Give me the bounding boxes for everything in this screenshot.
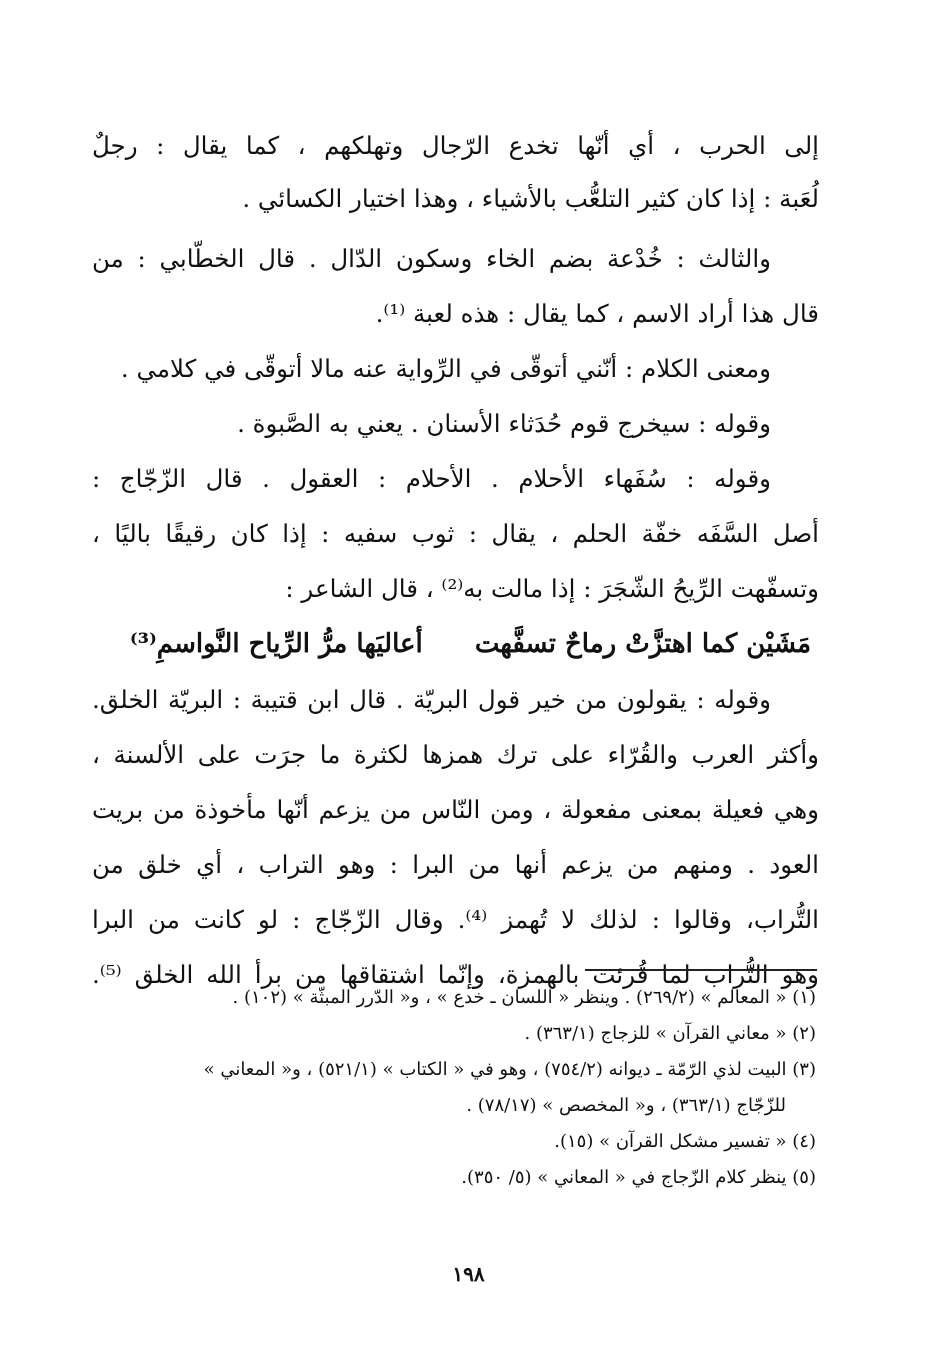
verse-first-hemistich: مَشَيْن كما اهتزَّتْ رماحٌ تسفَّهت — [474, 629, 812, 659]
text-line: وقوله : يقولون من خير قول البريّة . قال ابن قتيبة : البريّة الخلق. — [92, 685, 771, 714]
text-line: أصل السَّفَه خفّة الحلم ، يقال : ثوب سفيه : إذا كان رقيقًا باليًا ، — [92, 519, 819, 548]
text-line: وأكثر العرب والقُرّاء على ترك همزها لكثرة ما جرَت على الألسنة ، — [92, 740, 819, 769]
text-line: وهو التُّراب لما قُرئت بالهمزة، وإنّما اشتقاقها من برأ الله الخلق ⁽⁵⁾. — [92, 960, 819, 989]
text-line: وقوله : سيخرج قوم حُدَثاء الأسنان . يعني به الصَّبوة . — [237, 409, 771, 438]
text-line: والثالث : خُدْعة بضم الخاء وسكون الدّال . قال الخطّابي : من — [92, 244, 771, 273]
text-line: وقوله : سُفَهاء الأحلام . الأحلام : العقول . قال الزّجّاج : — [92, 464, 771, 493]
verse-second-hemistich: أعاليَها مرُّ الرِّياح النَّواسمِ⁽³⁾ — [129, 629, 423, 659]
text-line: وهي فعيلة بمعنى مفعولة ، ومن النّاس من يزعم أنّها مأخوذة من بريت — [92, 795, 819, 824]
footnotes — [130, 980, 816, 1196]
main-text — [92, 118, 819, 1002]
text-line: ومعنى الكلام : أنّني أتوقّى في الرِّواية عنه مالا أتوقّى في كلامي . — [120, 354, 771, 383]
text-line: قال هذا أراد الاسم ، كما يقال : هذه لعبة ⁽¹⁾. — [375, 299, 819, 328]
footnote: (٥) ينظر كلام الزّجاج في « المعاني » (٥/ ٣٥٠). — [461, 1167, 816, 1188]
footnote: (٢) « معاني القرآن » للزجاج (٣٦٣/١) . — [524, 1023, 816, 1044]
poetry-verse — [92, 616, 819, 672]
text-line: إلى الحرب ، أي أنّها تخدع الرّجال وتهلكهم ، كما يقال : رجلٌ — [92, 131, 819, 160]
text-line: وتسفّهت الرِّيحُ الشّجَرَ : إذا مالت به⁽²⁾ ، قال الشاعر : — [285, 574, 819, 603]
text-line: لُعَبة : إذا كان كثير التلعُّب بالأشياء ، وهذا اختيار الكسائي . — [242, 184, 819, 213]
footnote-separator — [585, 969, 817, 971]
footnote-continuation: للزّجّاج (٣٦٣/١) ، و« المخصص » (٧٨/١٧) . — [466, 1095, 786, 1116]
footnote: (٤) « تفسير مشكل القرآن » (١٥). — [554, 1131, 816, 1152]
page-number: ١٩٨ — [452, 1262, 485, 1286]
footnote: (١) « المعالم » (٢٦٩/٢) . وينظر « اللسان ـ خدع » ، و« الدّرر المبثّة » (١٠٢) . — [232, 987, 816, 1008]
footnote: (٣) البيت لذي الرّمّة ـ ديوانه (٧٥٤/٢) ، وهو في « الكتاب » (٥٢١/١) ، و« المعاني » — [203, 1059, 816, 1080]
text-line: التُّراب، وقالوا : لذلك لا تُهمز ⁽⁴⁾. وقال الزّجّاج : لو كانت من البرا — [92, 905, 819, 934]
text-line: العود . ومنهم من يزعم أنها من البرا : وهو التراب ، أي خلق من — [92, 850, 819, 879]
